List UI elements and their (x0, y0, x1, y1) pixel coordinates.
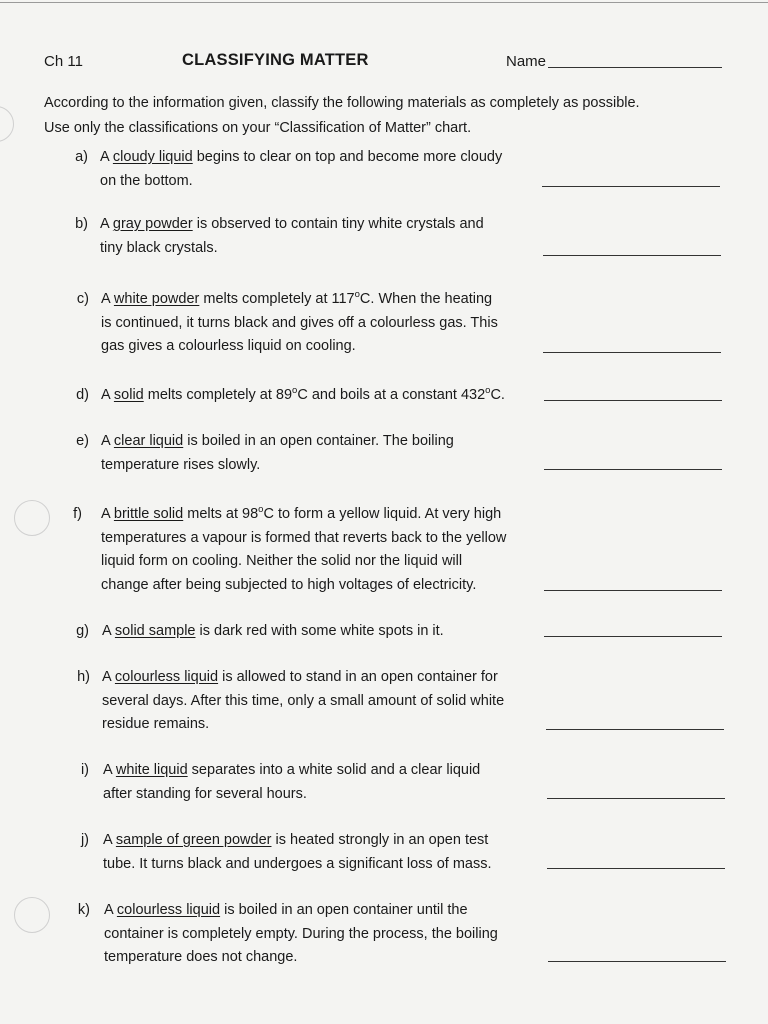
answer-line[interactable] (542, 186, 720, 187)
text-segment: tiny black crystals. (100, 239, 218, 256)
chapter-label: Ch 11 (44, 53, 83, 70)
question-text-line (104, 923, 498, 947)
text-segment: C to form a yellow liquid. At very high (263, 506, 502, 522)
text-segment: residue remains. (102, 716, 210, 732)
question-text-line (100, 170, 193, 194)
text-segment: several days. After this time, only a small amount of solid white (102, 692, 505, 709)
material-name: colourless liquid (116, 902, 221, 918)
text-segment: is observed to contain tiny white crystals and (192, 216, 484, 232)
question-text-line (103, 853, 492, 877)
question-text-line (101, 288, 492, 312)
text-segment: is allowed to stand in an open container for (218, 669, 498, 685)
answer-line[interactable] (544, 469, 722, 470)
text-segment: C and boils at a constant 432 (297, 387, 486, 403)
answer-line[interactable] (547, 868, 725, 869)
text-segment: A (100, 216, 113, 232)
question-text-line (101, 574, 476, 598)
question-text-line (100, 146, 502, 170)
name-label: Name (506, 53, 547, 70)
question-label: i) (80, 762, 89, 778)
text-segment: separates into a white solid and a clear liquid (187, 762, 481, 778)
material-name: colourless liquid (114, 669, 219, 685)
question-text-line (101, 312, 498, 336)
instructions-line-2: Use only the classifications on your “Classification of Matter” chart. (44, 120, 472, 136)
text-segment: A (101, 433, 114, 449)
text-segment: C. (490, 387, 505, 403)
degree-symbol: o (354, 289, 360, 300)
question-label: g) (76, 623, 89, 639)
question-text-line (102, 690, 504, 714)
question-text-line (101, 384, 505, 408)
text-segment: melts completely at 89 (143, 387, 293, 403)
answer-line[interactable] (547, 798, 725, 799)
material-name: cloudy liquid (112, 149, 193, 165)
text-segment: gas gives a colourless liquid on cooling. (101, 338, 356, 354)
question-text-line (104, 899, 468, 923)
question-text-line (101, 527, 506, 551)
question-label: j) (80, 832, 89, 848)
text-segment: A (102, 669, 115, 685)
degree-symbol: o (485, 385, 491, 396)
material-name: clear liquid (113, 433, 184, 449)
scan-top-edge (0, 2, 768, 3)
text-segment: A (100, 149, 113, 165)
question-text-line (104, 946, 297, 970)
punch-hole-mark (14, 897, 50, 933)
material-name: sample of green powder (115, 832, 272, 848)
question-text-line (100, 213, 484, 237)
text-segment: A (101, 506, 114, 522)
text-segment: C. When the heating (359, 291, 493, 307)
question-label: c) (76, 291, 89, 307)
question-label: k) (77, 902, 90, 918)
question-text-line (102, 713, 209, 737)
question-label: b) (75, 216, 88, 232)
material-name: gray powder (112, 216, 193, 232)
text-segment: change after being subjected to high voltages of electricity. (101, 576, 477, 593)
degree-symbol: o (292, 385, 298, 396)
answer-line[interactable] (546, 729, 724, 730)
question-label: e) (76, 433, 89, 449)
answer-line[interactable] (544, 636, 722, 637)
name-field[interactable] (548, 67, 722, 68)
material-name: brittle solid (113, 506, 184, 522)
question-text-line (102, 666, 498, 690)
question-text-line (103, 783, 307, 807)
question-text-line (103, 829, 488, 853)
instructions-line-1: According to the information given, classify the following materials as completely as possible. (44, 95, 640, 111)
answer-line[interactable] (544, 590, 722, 591)
text-segment: is heated strongly in an open test (271, 832, 489, 848)
text-segment: is dark red with some white spots in it. (195, 623, 444, 639)
question-text-line (101, 454, 260, 478)
question-text-line (100, 237, 218, 261)
text-segment: temperature rises slowly. (101, 456, 261, 473)
text-segment: is continued, it turns black and gives off a colourless gas. This (101, 314, 498, 331)
question-text-line (101, 550, 462, 574)
question-label: f) (73, 506, 82, 522)
material-name: white powder (113, 291, 200, 307)
text-segment: after standing for several hours. (103, 785, 307, 802)
answer-line[interactable] (544, 400, 722, 401)
text-segment: melts at 98 (183, 506, 259, 522)
question-text-line (103, 759, 480, 783)
text-segment: A (101, 387, 114, 403)
question-label: d) (76, 387, 89, 403)
answer-line[interactable] (543, 255, 721, 256)
text-segment: melts completely at 117 (199, 291, 355, 307)
text-segment: temperatures a vapour is formed that reverts back to the yellow (101, 529, 507, 546)
material-name: white liquid (115, 762, 188, 778)
text-segment: A (101, 291, 114, 307)
text-segment: begins to clear on top and become more cloudy (192, 149, 503, 165)
page-title: CLASSIFYING MATTER (182, 51, 369, 69)
text-segment: A (102, 623, 115, 639)
text-segment: on the bottom. (100, 172, 193, 189)
punch-hole-mark (14, 500, 50, 536)
text-segment: is boiled in an open container until the (220, 902, 468, 918)
text-segment: A (103, 832, 116, 848)
answer-line[interactable] (543, 352, 721, 353)
text-segment: tube. It turns black and undergoes a significant loss of mass. (103, 855, 492, 872)
text-segment: A (104, 902, 117, 918)
text-segment: is boiled in an open container. The boiling (183, 433, 454, 449)
text-segment: container is completely empty. During the process, the boiling (104, 925, 498, 942)
degree-symbol: o (258, 504, 264, 515)
question-text-line (102, 620, 444, 644)
text-segment: temperature does not change. (104, 949, 298, 965)
material-name: solid sample (114, 623, 196, 639)
question-text-line (101, 335, 356, 359)
question-label: a) (75, 149, 88, 165)
question-text-line (101, 503, 501, 527)
question-label: h) (77, 669, 90, 685)
question-text-line (101, 430, 454, 454)
answer-line[interactable] (548, 961, 726, 962)
punch-hole-mark (0, 106, 14, 142)
text-segment: A (103, 762, 116, 778)
material-name: solid (113, 387, 144, 403)
text-segment: liquid form on cooling. Neither the solid nor the liquid will (101, 553, 463, 569)
